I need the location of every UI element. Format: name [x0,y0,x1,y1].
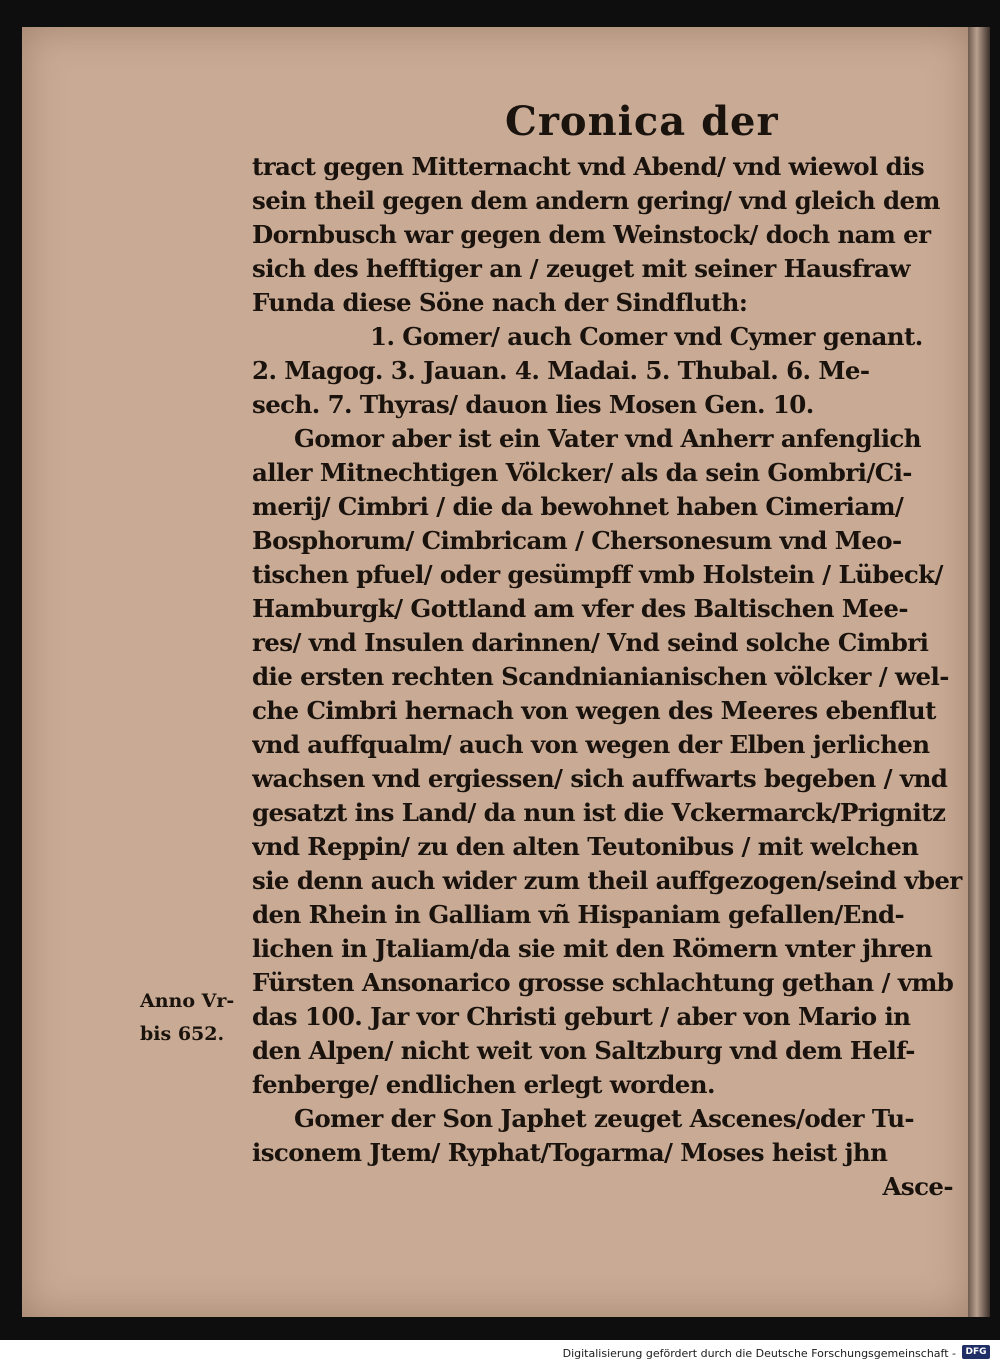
text-line: den Alpen/ nicht weit von Saltzburg vnd dem Helf- [252,1036,915,1065]
text-line: Gomer der Son Japhet zeuget Ascenes/oder Tu- [294,1104,914,1133]
text-line: tischen pfuel/ oder gesümpff vmb Holstein / Lübeck/ [252,560,943,589]
text-line: sein theil gegen dem andern gering/ vnd gleich dem [252,186,940,215]
text-line: Gomor aber ist ein Vater vnd Anherr anfenglich [294,424,921,453]
text-line: merij/ Cimbri / die da bewohnet haben Cimeriam/ [252,492,904,521]
text-line: das 100. Jar vor Christi geburt / aber von Mario in [252,1002,911,1031]
text-line: Funda diese Söne nach der Sindfluth: [252,288,748,317]
text-line: Hamburgk/ Gottland am vfer des Baltischen Mee- [252,594,908,623]
marginal-note-line: bis 652. [140,1023,225,1045]
text-line: aller Mitnechtigen Völcker/ als da sein Gombri/Ci- [252,458,912,487]
marginal-note-line: Anno Vr- [140,990,235,1012]
marginal-note [140,985,252,1051]
text-line: tract gegen Mitternacht vnd Abend/ vnd wiewol dis [252,152,925,181]
body-text [252,150,967,1204]
text-line: die ersten rechten Scandnianianischen völcker / wel- [252,662,949,691]
text-line: vnd auffqualm/ auch von wegen der Elben jerlichen [252,730,930,759]
text-line: gesatzt ins Land/ da nun ist die Vckermarck/Prignitz [252,798,946,827]
text-line: vnd Reppin/ zu den alten Teutonibus / mit welchen [252,832,919,861]
text-line: isconem Jtem/ Ryphat/Togarma/ Moses heist jhn [252,1138,888,1167]
text-line: Fürsten Ansonarico grosse schlachtung gethan / vmb [252,968,954,997]
catchword: Asce- [882,1172,953,1201]
text-line: res/ vnd Insulen darinnen/ Vnd seind solche Cimbri [252,628,929,657]
funding-credit: Digitalisierung gefördert durch die Deutsche Forschungsgemeinschaft - [562,1347,956,1360]
text-line: che Cimbri hernach von wegen des Meeres ebenflut [252,696,936,725]
text-line: fenberge/ endlichen erlegt worden. [252,1070,715,1099]
text-line: den Rhein in Galliam vñ Hispaniam gefallen/End- [252,900,905,929]
running-head: Cronica der [505,98,779,145]
text-line: wachsen vnd ergiessen/ sich auffwarts begeben / vnd [252,764,948,793]
text-line: Dornbusch war gegen dem Weinstock/ doch nam er [252,220,931,249]
text-line: lichen in Jtaliam/da sie mit den Römern vnter jhren [252,934,933,963]
text-line: sich des hefftiger an / zeuget mit seiner Hausfraw [252,254,910,283]
text-line: 1. Gomer/ auch Comer vnd Cymer genant. [370,322,923,351]
text-line: Bosphorum/ Cimbricam / Chersonesum vnd Meo- [252,526,902,555]
page-edge [968,27,990,1317]
text-line: sech. 7. Thyras/ dauon lies Mosen Gen. 10. [252,390,814,419]
text-line: sie denn auch wider zum theil auffgezogen/seind vber [252,866,962,895]
text-line: 2. Magog. 3. Jauan. 4. Madai. 5. Thubal. 6. Me- [252,356,870,385]
dfg-logo-icon: DFG [962,1345,990,1359]
